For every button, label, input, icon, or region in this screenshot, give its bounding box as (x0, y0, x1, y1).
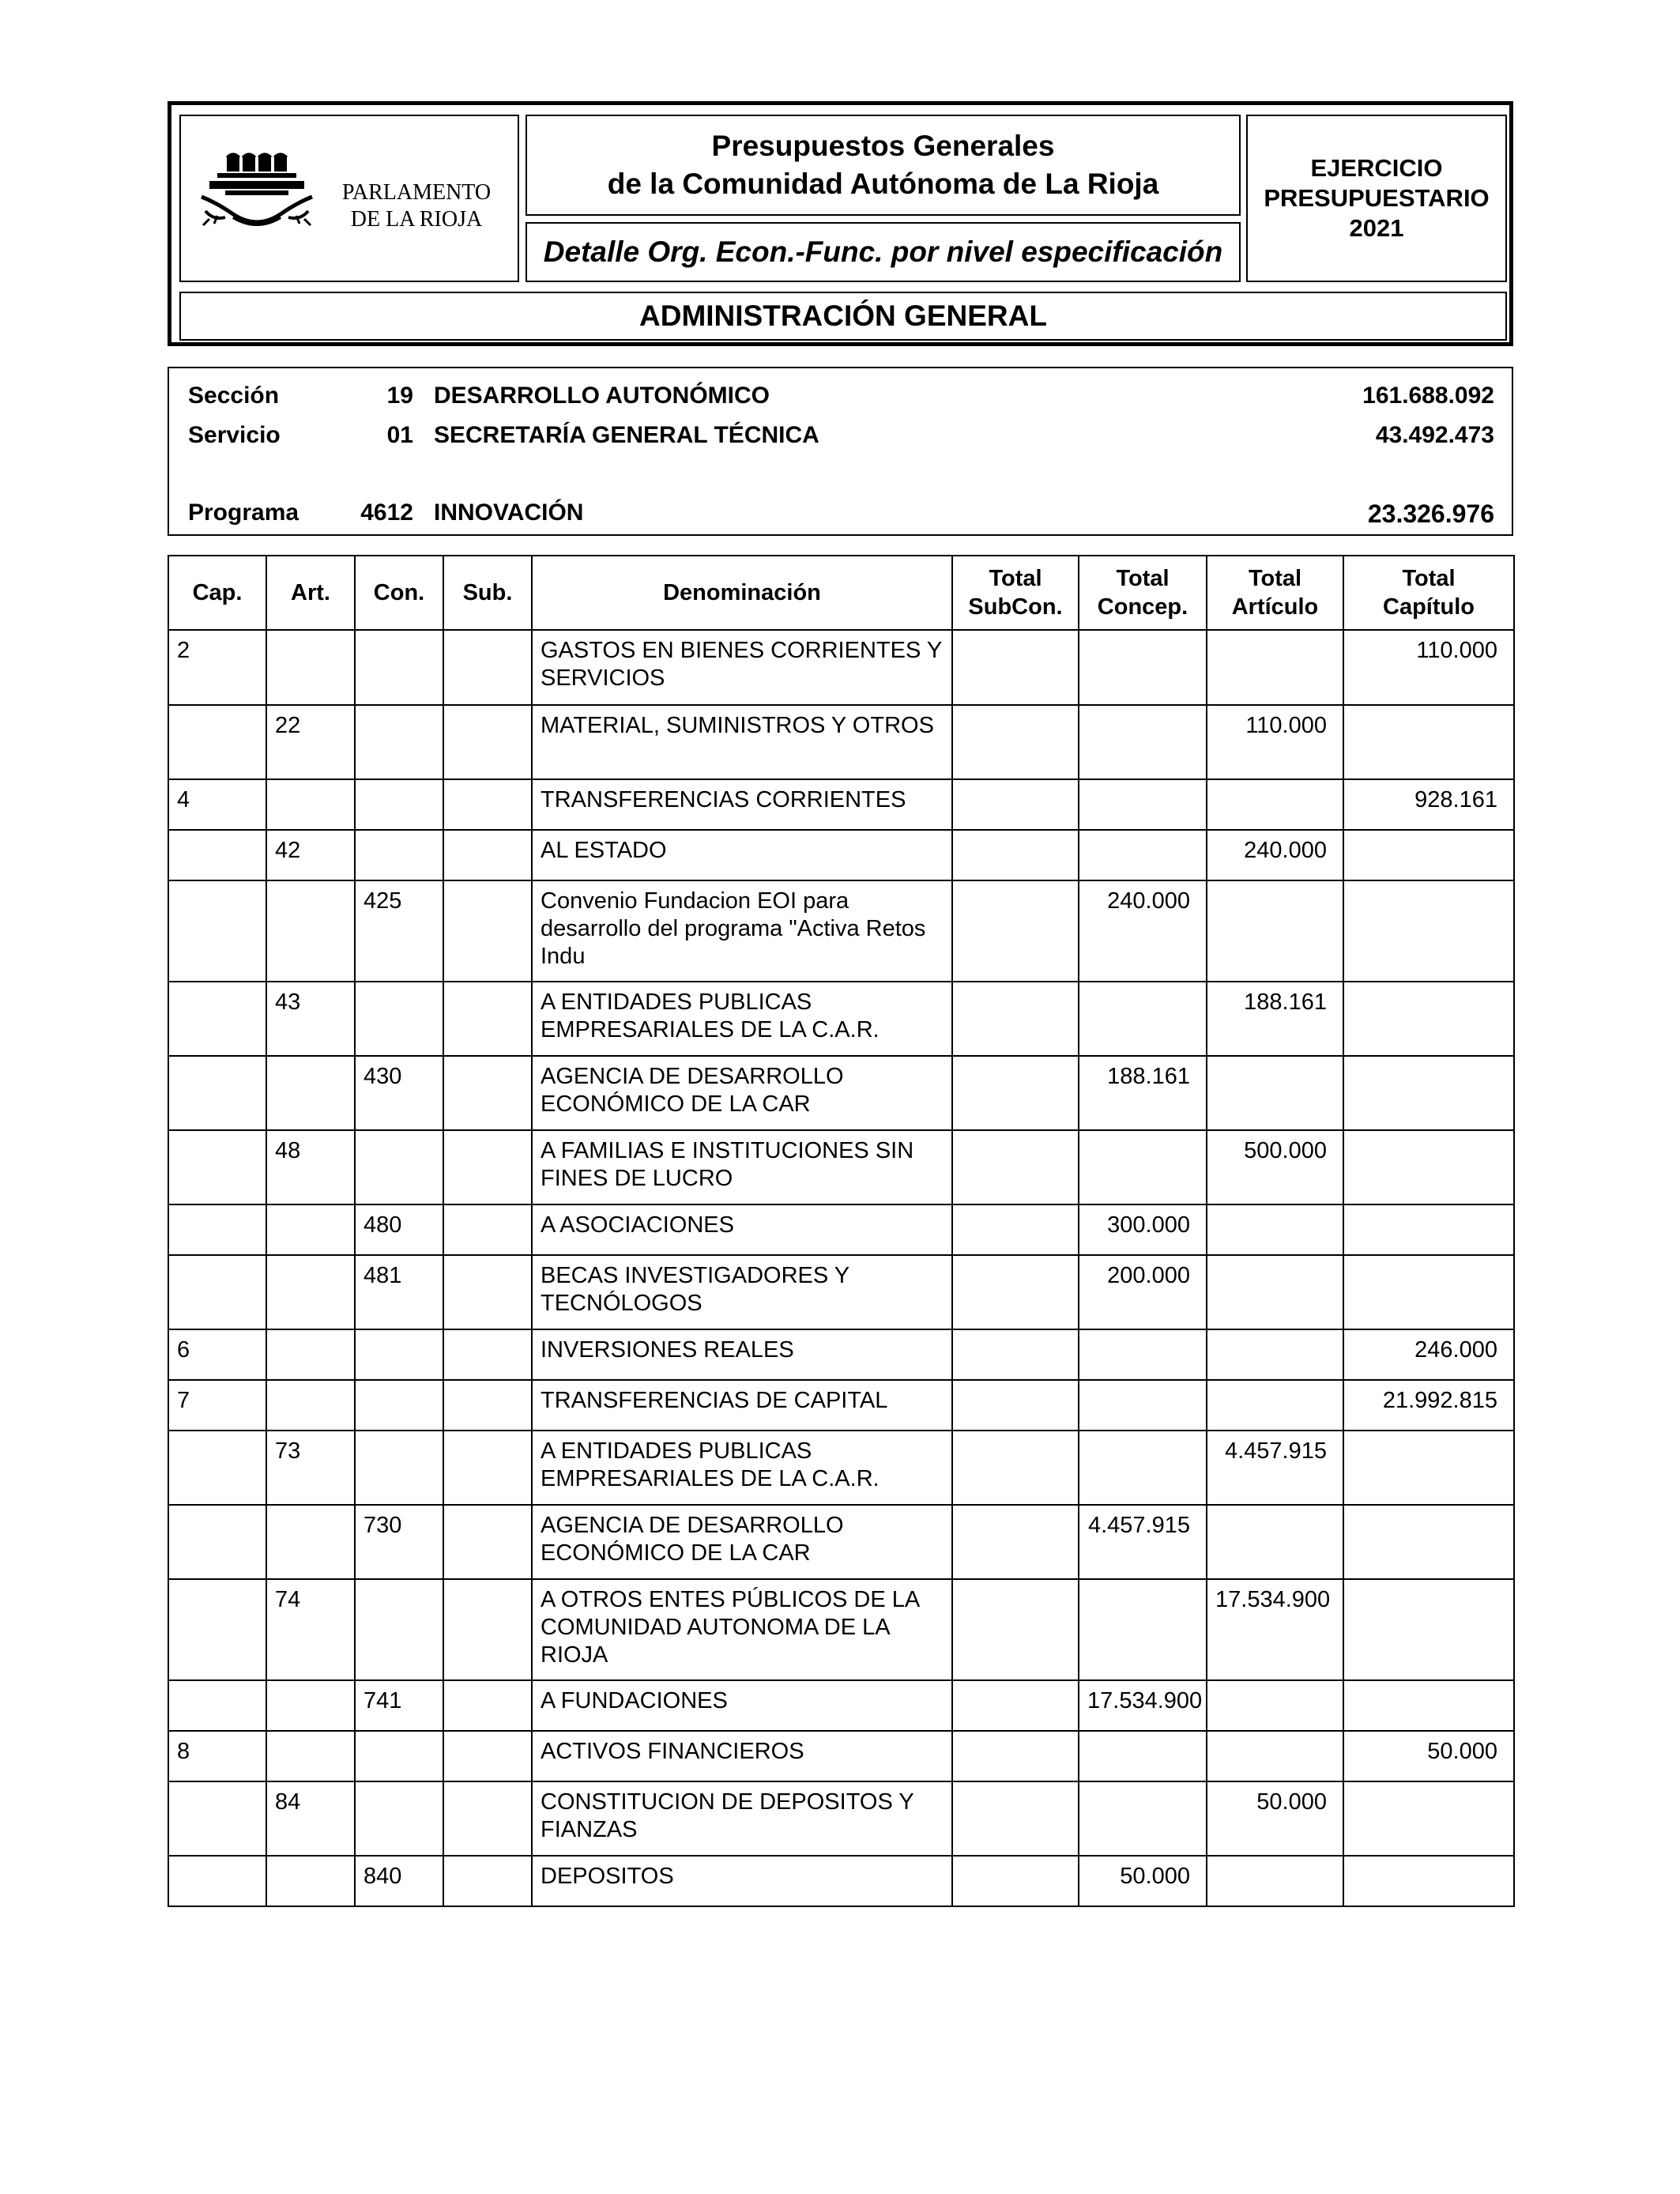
title-box (525, 115, 1241, 216)
cell-total-articulo (1207, 1255, 1343, 1329)
cell-cap (168, 982, 266, 1056)
cell-cap: 7 (168, 1380, 266, 1431)
cell-total-capitulo (1343, 1056, 1514, 1130)
cell-con (355, 779, 443, 830)
cell-total-subcon (952, 1579, 1079, 1680)
cell-total-articulo (1207, 1329, 1343, 1380)
cell-art (266, 1680, 355, 1731)
cell-sub (443, 1329, 532, 1380)
servicio-amount: 43.492.473 (1375, 422, 1494, 448)
cell-denominacion: AL ESTADO (532, 830, 952, 880)
cell-total-capitulo: 928.161 (1343, 779, 1514, 830)
header-total-subcon-2: SubCon. (968, 594, 1063, 620)
cell-denominacion: AGENCIA DE DESARROLLO ECONÓMICO DE LA CAR (532, 1505, 952, 1579)
cell-denominacion: A ASOCIACIONES (532, 1204, 952, 1255)
cell-sub (443, 830, 532, 880)
logo-line-1: PARLAMENTO (341, 180, 492, 205)
table-row (168, 1781, 1514, 1856)
cell-total-concep (1079, 982, 1207, 1056)
cell-total-articulo (1207, 1505, 1343, 1579)
cell-denominacion: CONSTITUCION DE DEPOSITOS Y FIANZAS (532, 1781, 952, 1856)
table-row (168, 830, 1514, 880)
logo-text (322, 179, 511, 233)
cell-art: 42 (266, 830, 355, 880)
cell-art (266, 1380, 355, 1431)
logo-line-2: DE LA RIOJA (350, 207, 483, 232)
header-cap: Cap. (168, 556, 266, 630)
cell-total-capitulo (1343, 1204, 1514, 1255)
cell-con (355, 1130, 443, 1204)
cell-total-concep (1079, 1380, 1207, 1431)
cell-total-concep (1079, 1731, 1207, 1781)
cell-con (355, 1380, 443, 1431)
table-row (168, 1130, 1514, 1204)
table-row (168, 630, 1514, 705)
cell-total-capitulo (1343, 1255, 1514, 1329)
cell-total-capitulo (1343, 880, 1514, 982)
cell-total-subcon (952, 982, 1079, 1056)
ejercicio-box (1246, 115, 1507, 282)
programa-code: 4612 (360, 499, 413, 526)
table-body (168, 630, 1514, 1906)
header-total-concep-2: Concep. (1097, 594, 1188, 620)
cell-total-subcon (952, 1255, 1079, 1329)
cell-total-articulo (1207, 1056, 1343, 1130)
seccion-amount: 161.688.092 (1362, 383, 1494, 409)
cell-total-concep: 200.000 (1079, 1255, 1207, 1329)
cell-total-capitulo (1343, 982, 1514, 1056)
cell-cap (168, 1856, 266, 1906)
cell-denominacion: DEPOSITOS (532, 1856, 952, 1906)
cell-sub (443, 1130, 532, 1204)
cell-total-capitulo: 110.000 (1343, 630, 1514, 705)
cell-total-concep (1079, 1431, 1207, 1505)
cell-denominacion: GASTOS EN BIENES CORRIENTES Y SERVICIOS (532, 630, 952, 705)
cell-sub (443, 880, 532, 982)
cell-con: 741 (355, 1680, 443, 1731)
cell-art (266, 630, 355, 705)
header-total-concep (1079, 556, 1207, 630)
cell-total-subcon (952, 1329, 1079, 1380)
cell-cap: 8 (168, 1731, 266, 1781)
cell-cap (168, 880, 266, 982)
cell-art: 84 (266, 1781, 355, 1856)
servicio-code: 01 (386, 422, 413, 448)
cell-total-subcon (952, 630, 1079, 705)
cell-con: 480 (355, 1204, 443, 1255)
logo-box (179, 115, 519, 282)
cell-cap (168, 1204, 266, 1255)
cell-total-subcon (952, 705, 1079, 779)
programa-row (169, 493, 1512, 533)
cell-total-articulo: 110.000 (1207, 705, 1343, 779)
cell-art (266, 1731, 355, 1781)
cell-sub (443, 1680, 532, 1731)
cell-total-capitulo (1343, 830, 1514, 880)
title-line-2: de la Comunidad Autónoma de La Rioja (607, 168, 1159, 200)
seccion-label: Sección (188, 383, 280, 409)
cell-total-concep (1079, 830, 1207, 880)
cell-con (355, 1329, 443, 1380)
cell-sub (443, 1431, 532, 1505)
cell-denominacion: MATERIAL, SUMINISTROS Y OTROS (532, 705, 952, 779)
cell-total-articulo (1207, 1380, 1343, 1431)
cell-total-capitulo (1343, 1431, 1514, 1505)
cell-sub (443, 1255, 532, 1329)
header-total-capitulo-2: Capítulo (1383, 594, 1475, 620)
cell-cap (168, 1505, 266, 1579)
table-row (168, 705, 1514, 779)
cell-con (355, 1781, 443, 1856)
cell-total-concep (1079, 1781, 1207, 1856)
programa-label: Programa (188, 499, 299, 526)
cell-cap: 6 (168, 1329, 266, 1380)
header-denominacion: Denominación (532, 556, 952, 630)
cell-cap (168, 1781, 266, 1856)
cell-con: 481 (355, 1255, 443, 1329)
cell-total-capitulo: 21.992.815 (1343, 1380, 1514, 1431)
cell-art (266, 1329, 355, 1380)
cell-con: 430 (355, 1056, 443, 1130)
cell-art (266, 779, 355, 830)
programa-name: INNOVACIÓN (434, 499, 584, 526)
cell-sub (443, 1056, 532, 1130)
cell-con (355, 705, 443, 779)
cell-total-articulo (1207, 1680, 1343, 1731)
table-row (168, 1056, 1514, 1130)
table-row (168, 1255, 1514, 1329)
cell-total-subcon (952, 1056, 1079, 1130)
table-row (168, 1505, 1514, 1579)
cell-total-articulo: 240.000 (1207, 830, 1343, 880)
cell-denominacion: INVERSIONES REALES (532, 1329, 952, 1380)
header-total-articulo-2: Artículo (1231, 594, 1319, 620)
header-sub: Sub. (443, 556, 532, 630)
header-con: Con. (355, 556, 443, 630)
cell-total-articulo (1207, 779, 1343, 830)
cell-cap (168, 1255, 266, 1329)
cell-total-articulo: 4.457.915 (1207, 1431, 1343, 1505)
table-row (168, 1204, 1514, 1255)
cell-art: 22 (266, 705, 355, 779)
cell-total-articulo: 500.000 (1207, 1130, 1343, 1204)
cell-total-concep: 240.000 (1079, 880, 1207, 982)
cell-total-subcon (952, 880, 1079, 982)
seccion-name: DESARROLLO AUTONÓMICO (434, 383, 770, 409)
cell-total-articulo (1207, 880, 1343, 982)
cell-con (355, 830, 443, 880)
cell-total-articulo (1207, 1204, 1343, 1255)
header-total-concep-1: Total (1116, 566, 1170, 591)
cell-denominacion: BECAS INVESTIGADORES Y TECNÓLOGOS (532, 1255, 952, 1329)
header-total-capitulo-1: Total (1402, 566, 1456, 591)
table-header-row (168, 556, 1514, 630)
cell-total-subcon (952, 779, 1079, 830)
table-row (168, 1431, 1514, 1505)
table-row (168, 1731, 1514, 1781)
cell-total-capitulo (1343, 1505, 1514, 1579)
cell-con (355, 630, 443, 705)
cell-total-concep: 188.161 (1079, 1056, 1207, 1130)
cell-total-concep: 17.534.900 (1079, 1680, 1207, 1731)
cell-cap (168, 1130, 266, 1204)
cell-con: 840 (355, 1856, 443, 1906)
cell-cap (168, 1579, 266, 1680)
cell-total-capitulo (1343, 705, 1514, 779)
header-total-capitulo (1343, 556, 1514, 630)
cell-art (266, 1856, 355, 1906)
cell-total-capitulo (1343, 1680, 1514, 1731)
cell-cap: 2 (168, 630, 266, 705)
subtitle-box (525, 222, 1241, 282)
cell-total-concep (1079, 1579, 1207, 1680)
cell-con (355, 1579, 443, 1680)
subtitle: Detalle Org. Econ.-Func. por nivel especificación (543, 236, 1223, 268)
title-line-1: Presupuestos Generales (711, 130, 1055, 162)
cell-sub (443, 779, 532, 830)
cell-total-articulo (1207, 1856, 1343, 1906)
cell-denominacion: TRANSFERENCIAS DE CAPITAL (532, 1380, 952, 1431)
cell-total-subcon (952, 1680, 1079, 1731)
cell-denominacion: TRANSFERENCIAS CORRIENTES (532, 779, 952, 830)
cell-total-articulo (1207, 1731, 1343, 1781)
seccion-code: 19 (386, 383, 413, 409)
document-header (168, 101, 1513, 346)
cell-total-subcon (952, 1781, 1079, 1856)
cell-sub (443, 705, 532, 779)
ejercicio-year: 2021 (1349, 214, 1404, 242)
cell-art: 74 (266, 1579, 355, 1680)
programa-amount: 23.326.976 (1367, 499, 1494, 528)
cell-cap: 4 (168, 779, 266, 830)
cell-total-subcon (952, 830, 1079, 880)
cell-total-subcon (952, 1431, 1079, 1505)
cell-total-subcon (952, 1505, 1079, 1579)
cell-total-subcon (952, 1130, 1079, 1204)
cell-total-concep (1079, 779, 1207, 830)
cell-total-capitulo: 50.000 (1343, 1731, 1514, 1781)
cell-total-articulo: 188.161 (1207, 982, 1343, 1056)
cell-art: 43 (266, 982, 355, 1056)
cell-total-capitulo (1343, 1856, 1514, 1906)
ejercicio-line-1: EJERCICIO (1310, 154, 1443, 182)
cell-art (266, 1204, 355, 1255)
cell-total-subcon (952, 1204, 1079, 1255)
cell-total-concep: 50.000 (1079, 1856, 1207, 1906)
cell-cap (168, 1431, 266, 1505)
cell-art (266, 880, 355, 982)
header-total-subcon (952, 556, 1079, 630)
servicio-row (169, 416, 1512, 455)
cell-denominacion: A OTROS ENTES PÚBLICOS DE LA COMUNIDAD AUTONOMA DE LA RIOJA (532, 1579, 952, 1680)
cell-con: 425 (355, 880, 443, 982)
cell-total-capitulo (1343, 1579, 1514, 1680)
servicio-name: SECRETARÍA GENERAL TÉCNICA (434, 422, 819, 448)
cell-con (355, 1731, 443, 1781)
cell-sub (443, 1579, 532, 1680)
cell-total-concep (1079, 705, 1207, 779)
cell-art: 48 (266, 1130, 355, 1204)
cell-sub (443, 1204, 532, 1255)
cell-art: 73 (266, 1431, 355, 1505)
cell-art (266, 1505, 355, 1579)
table-row (168, 1329, 1514, 1380)
table-row (168, 779, 1514, 830)
cell-denominacion: A FUNDACIONES (532, 1680, 952, 1731)
header-art: Art. (266, 556, 355, 630)
cell-total-subcon (952, 1731, 1079, 1781)
cell-total-concep (1079, 1130, 1207, 1204)
table-row (168, 1579, 1514, 1680)
table-row (168, 1380, 1514, 1431)
parlamento-logo-icon (194, 148, 320, 243)
cell-total-capitulo (1343, 1781, 1514, 1856)
cell-art (266, 1056, 355, 1130)
cell-cap (168, 705, 266, 779)
cell-sub (443, 1856, 532, 1906)
header-total-articulo (1207, 556, 1343, 630)
cell-total-articulo: 17.534.900 (1207, 1579, 1343, 1680)
cell-total-subcon (952, 1380, 1079, 1431)
cell-cap (168, 1056, 266, 1130)
cell-denominacion: AGENCIA DE DESARROLLO ECONÓMICO DE LA CAR (532, 1056, 952, 1130)
seccion-row (169, 376, 1512, 416)
table-row (168, 1680, 1514, 1731)
cell-total-subcon (952, 1856, 1079, 1906)
cell-sub (443, 1505, 532, 1579)
ejercicio-line-2: PRESUPUESTARIO (1264, 184, 1490, 212)
program-info (168, 367, 1513, 536)
table-row (168, 1856, 1514, 1906)
cell-con (355, 1431, 443, 1505)
table-row (168, 982, 1514, 1056)
cell-con: 730 (355, 1505, 443, 1579)
cell-total-concep (1079, 630, 1207, 705)
cell-total-capitulo: 246.000 (1343, 1329, 1514, 1380)
table-row (168, 880, 1514, 982)
cell-denominacion: Convenio Fundacion EOI para desarrollo del programa "Activa Retos Indu (532, 880, 952, 982)
header-total-subcon-1: Total (989, 566, 1042, 591)
cell-denominacion: A ENTIDADES PUBLICAS EMPRESARIALES DE LA C.A.R. (532, 982, 952, 1056)
cell-denominacion: ACTIVOS FINANCIEROS (532, 1731, 952, 1781)
cell-total-capitulo (1343, 1130, 1514, 1204)
cell-sub (443, 982, 532, 1056)
cell-total-articulo: 50.000 (1207, 1781, 1343, 1856)
cell-total-articulo (1207, 630, 1343, 705)
cell-art (266, 1255, 355, 1329)
cell-cap (168, 1680, 266, 1731)
cell-sub (443, 1731, 532, 1781)
cell-denominacion: A ENTIDADES PUBLICAS EMPRESARIALES DE LA C.A.R. (532, 1431, 952, 1505)
cell-total-concep: 4.457.915 (1079, 1505, 1207, 1579)
servicio-label: Servicio (188, 422, 281, 448)
admin-title: ADMINISTRACIÓN GENERAL (639, 300, 1047, 332)
cell-total-concep (1079, 1329, 1207, 1380)
cell-cap (168, 830, 266, 880)
admin-box (179, 292, 1507, 341)
budget-table (168, 555, 1515, 1907)
cell-total-concep: 300.000 (1079, 1204, 1207, 1255)
cell-denominacion: A FAMILIAS E INSTITUCIONES SIN FINES DE LUCRO (532, 1130, 952, 1204)
cell-sub (443, 1781, 532, 1856)
cell-con (355, 982, 443, 1056)
cell-sub (443, 630, 532, 705)
header-total-articulo-1: Total (1248, 566, 1302, 591)
cell-sub (443, 1380, 532, 1431)
